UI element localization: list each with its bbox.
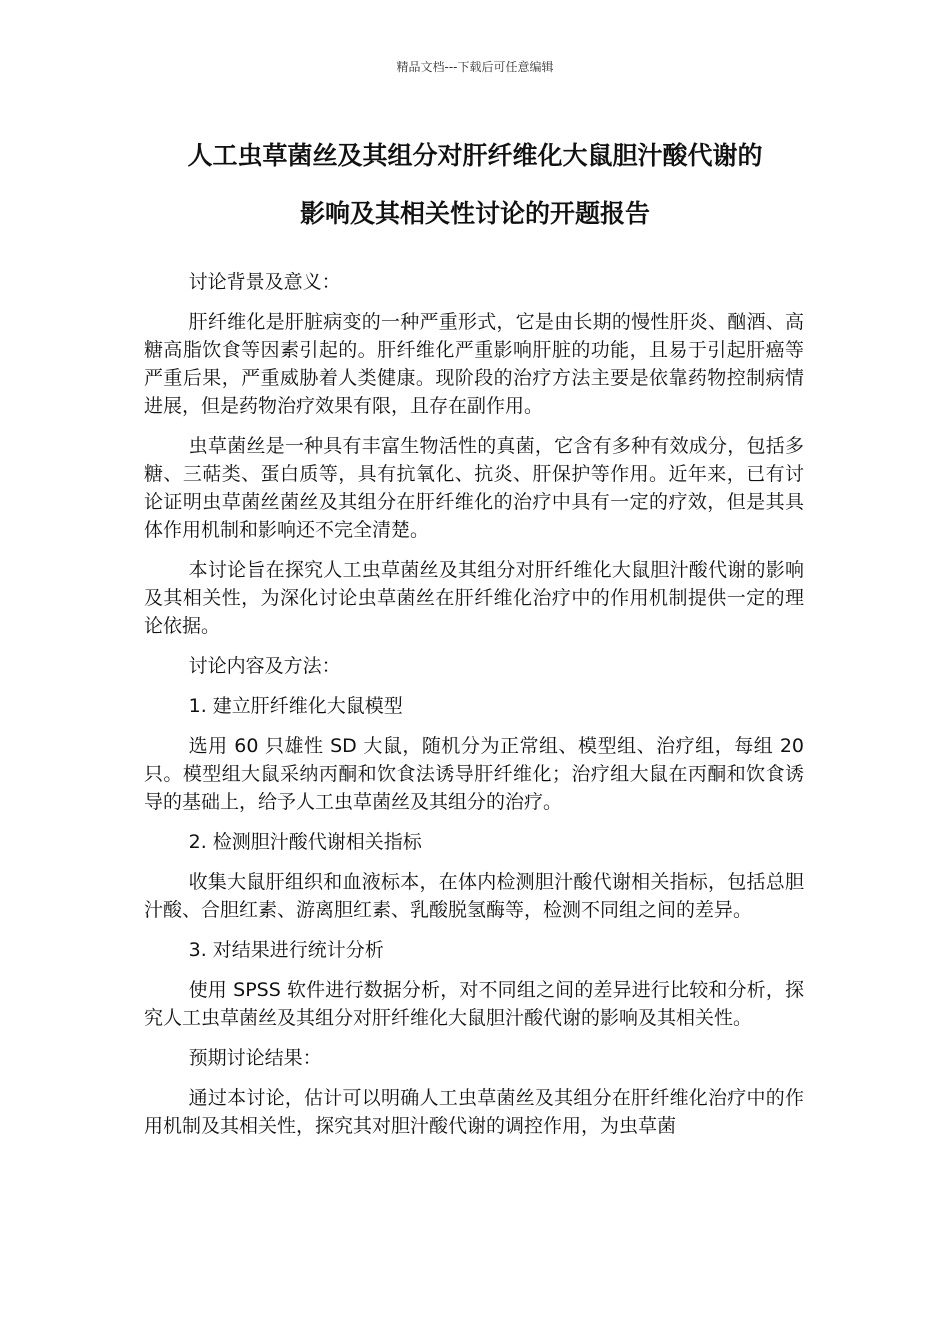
document-body	[144, 268, 804, 1152]
method-item-1-heading: 1. 建立肝纤维化大鼠模型	[188, 695, 403, 717]
paragraph-purpose: 本讨论旨在探究人工虫草菌丝及其组分对肝纤维化大鼠胆汁酸代谢的影响及其相关性，为深化讨论虫草菌丝在肝纤维化治疗中的作用机制提供一定的理论依据。	[144, 559, 804, 637]
document-title	[120, 127, 830, 243]
method-item-2-heading: 2. 检测胆汁酸代谢相关指标	[188, 831, 422, 853]
method-item-3-text: 使用 SPSS 软件进行数据分析，对不同组之间的差异进行比较和分析，探究人工虫草菌丝及其组分对肝纤维化大鼠胆汁酸代谢的影响及其相关性。	[144, 979, 804, 1029]
section-heading-background: 讨论背景及意义：	[188, 271, 341, 293]
title-line-2: 影响及其相关性讨论的开题报告	[299, 199, 650, 228]
section-heading-methods: 讨论内容及方法：	[188, 655, 341, 677]
page-header: 精品文档---下载后可任意编辑	[396, 60, 554, 74]
paragraph-expected-results: 通过本讨论，估计可以明确人工虫草菌丝及其组分在肝纤维化治疗中的作用机制及其相关性，探究其对胆汁酸代谢的调控作用，为虫草菌	[144, 1087, 804, 1137]
paragraph-cordyceps: 虫草菌丝是一种具有丰富生物活性的真菌，它含有多种有效成分，包括多糖、三萜类、蛋白质等，具有抗氧化、抗炎、肝保护等作用。近年来，已有讨论证明虫草菌丝菌丝及其组分在肝纤维化的治疗中具有一定的疗效，但是其具体作用机制和影响还不完全清楚。	[144, 435, 804, 541]
method-item-3-heading: 3. 对结果进行统计分析	[188, 939, 384, 961]
method-item-2-text: 收集大鼠肝组织和血液标本，在体内检测胆汁酸代谢相关指标，包括总胆汁酸、合胆红素、游离胆红素、乳酸脱氢酶等，检测不同组之间的差异。	[144, 871, 804, 921]
paragraph-liver-fibrosis: 肝纤维化是肝脏病变的一种严重形式，它是由长期的慢性肝炎、酗酒、高糖高脂饮食等因素引起的。肝纤维化严重影响肝脏的功能，且易于引起肝癌等严重后果，严重威胁着人类健康。现阶段的治疗方法主要是依靠药物控制病情进展，但是药物治疗效果有限，且存在副作用。	[144, 311, 804, 417]
title-line-1: 人工虫草菌丝及其组分对肝纤维化大鼠胆汁酸代谢的	[187, 141, 763, 170]
section-heading-expected-results: 预期讨论结果：	[188, 1047, 322, 1069]
method-item-1-text: 选用 60 只雄性 SD 大鼠，随机分为正常组、模型组、治疗组，每组 20 只。模型组大鼠采纳丙酮和饮食法诱导肝纤维化；治疗组大鼠在丙酮和饮食诱导的基础上，给予人工虫草菌丝及其组分的治疗。	[144, 735, 804, 813]
